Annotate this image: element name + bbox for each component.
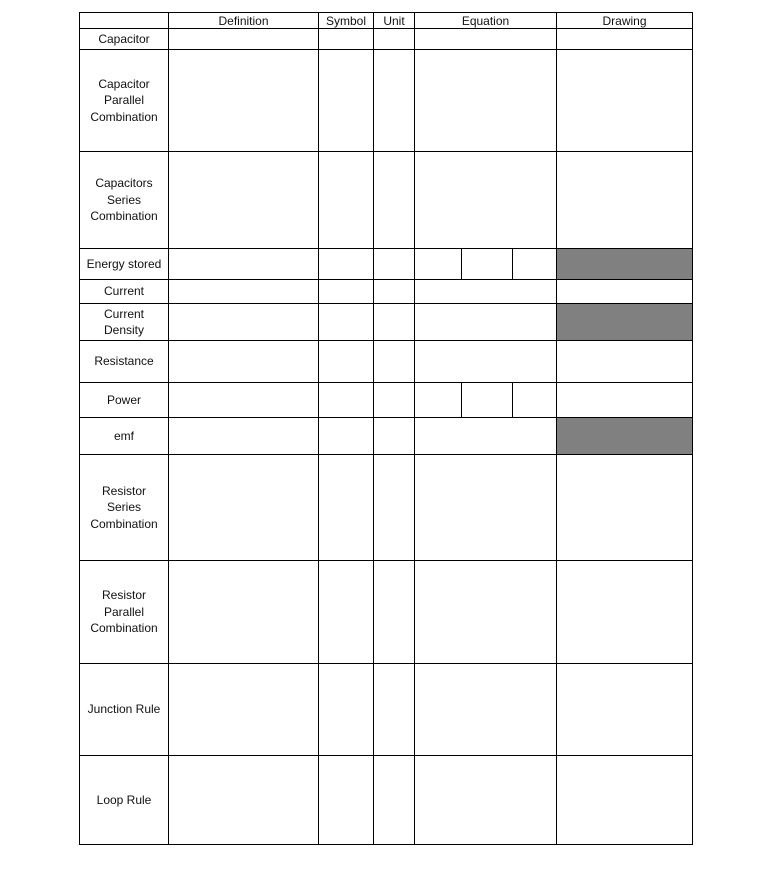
unit-cell[interactable]: [374, 304, 415, 341]
symbol-cell[interactable]: [319, 304, 374, 341]
header-drawing: Drawing: [557, 13, 693, 29]
row-term: Energy stored: [80, 249, 169, 280]
drawing-cell[interactable]: [557, 152, 693, 249]
row-term: Current: [80, 280, 169, 304]
definition-cell[interactable]: [169, 50, 319, 152]
unit-cell[interactable]: [374, 249, 415, 280]
row-term: Loop Rule: [80, 756, 169, 845]
unit-cell[interactable]: [374, 50, 415, 152]
unit-cell[interactable]: [374, 341, 415, 383]
equation-cell[interactable]: [415, 152, 557, 249]
drawing-cell[interactable]: [557, 341, 693, 383]
equation-cell[interactable]: [415, 664, 557, 756]
unit-cell[interactable]: [374, 383, 415, 418]
drawing-cell[interactable]: [557, 383, 693, 418]
equation-cell[interactable]: [415, 418, 557, 455]
unit-cell[interactable]: [374, 455, 415, 561]
symbol-cell[interactable]: [319, 29, 374, 50]
drawing-cell-shaded: [557, 418, 693, 455]
row-term: Current Density: [80, 304, 169, 341]
row-term: Resistor Series Combination: [80, 455, 169, 561]
row-term: Power: [80, 383, 169, 418]
unit-cell[interactable]: [374, 561, 415, 664]
drawing-cell[interactable]: [557, 280, 693, 304]
equation-cell[interactable]: [415, 455, 557, 561]
row-term: emf: [80, 418, 169, 455]
definition-cell[interactable]: [169, 249, 319, 280]
unit-cell[interactable]: [374, 152, 415, 249]
equation-subcell[interactable]: [415, 383, 462, 417]
drawing-cell[interactable]: [557, 50, 693, 152]
header-term: [80, 13, 169, 29]
symbol-cell[interactable]: [319, 50, 374, 152]
unit-cell[interactable]: [374, 664, 415, 756]
definition-cell[interactable]: [169, 756, 319, 845]
drawing-cell-shaded: [557, 304, 693, 341]
definition-cell[interactable]: [169, 455, 319, 561]
equation-cell[interactable]: [415, 561, 557, 664]
symbol-cell[interactable]: [319, 249, 374, 280]
symbol-cell[interactable]: [319, 561, 374, 664]
equation-subcell[interactable]: [513, 383, 556, 417]
equation-cell[interactable]: [415, 304, 557, 341]
equation-subcell[interactable]: [513, 249, 556, 279]
symbol-cell[interactable]: [319, 455, 374, 561]
table-row: [80, 664, 693, 756]
unit-cell[interactable]: [374, 418, 415, 455]
worksheet: [79, 12, 692, 845]
definition-cell[interactable]: [169, 664, 319, 756]
equation-cell[interactable]: [415, 50, 557, 152]
table-row: [80, 561, 693, 664]
row-term: Capacitor: [80, 29, 169, 50]
equation-cell-split: [415, 383, 557, 418]
definition-cell[interactable]: [169, 304, 319, 341]
definition-cell[interactable]: [169, 341, 319, 383]
equation-cell[interactable]: [415, 341, 557, 383]
row-term: Resistance: [80, 341, 169, 383]
symbol-cell[interactable]: [319, 664, 374, 756]
equation-cell[interactable]: [415, 29, 557, 50]
drawing-cell[interactable]: [557, 664, 693, 756]
definition-cell[interactable]: [169, 383, 319, 418]
header-definition: Definition: [169, 13, 319, 29]
drawing-cell[interactable]: [557, 29, 693, 50]
symbol-cell[interactable]: [319, 418, 374, 455]
definition-cell[interactable]: [169, 280, 319, 304]
table-row: [80, 29, 693, 50]
drawing-cell[interactable]: [557, 561, 693, 664]
table-row: [80, 249, 693, 280]
table-row: [80, 341, 693, 383]
definition-cell[interactable]: [169, 29, 319, 50]
definition-cell[interactable]: [169, 418, 319, 455]
symbol-cell[interactable]: [319, 280, 374, 304]
symbol-cell[interactable]: [319, 152, 374, 249]
row-term: Resistor Parallel Combination: [80, 561, 169, 664]
symbol-cell[interactable]: [319, 756, 374, 845]
unit-cell[interactable]: [374, 756, 415, 845]
header-unit: Unit: [374, 13, 415, 29]
header-symbol: Symbol: [319, 13, 374, 29]
table-row: [80, 418, 693, 455]
table-row: [80, 152, 693, 249]
table-row: [80, 756, 693, 845]
symbol-cell[interactable]: [319, 341, 374, 383]
header-equation: Equation: [415, 13, 557, 29]
equation-subcell[interactable]: [462, 383, 513, 417]
equation-subcell[interactable]: [462, 249, 513, 279]
physics-terms-table: [79, 12, 693, 845]
equation-cell-split: [415, 249, 557, 280]
table-row: [80, 383, 693, 418]
unit-cell[interactable]: [374, 280, 415, 304]
row-term: Junction Rule: [80, 664, 169, 756]
table-row: [80, 455, 693, 561]
symbol-cell[interactable]: [319, 383, 374, 418]
drawing-cell[interactable]: [557, 455, 693, 561]
table-row: [80, 280, 693, 304]
drawing-cell-shaded: [557, 249, 693, 280]
equation-cell[interactable]: [415, 756, 557, 845]
row-term: Capacitor Parallel Combination: [80, 50, 169, 152]
equation-subcell[interactable]: [415, 249, 462, 279]
definition-cell[interactable]: [169, 561, 319, 664]
equation-cell[interactable]: [415, 280, 557, 304]
unit-cell[interactable]: [374, 29, 415, 50]
definition-cell[interactable]: [169, 152, 319, 249]
row-term: Capacitors Series Combination: [80, 152, 169, 249]
drawing-cell[interactable]: [557, 756, 693, 845]
table-row: [80, 304, 693, 341]
header-row: [80, 13, 693, 29]
table-row: [80, 50, 693, 152]
